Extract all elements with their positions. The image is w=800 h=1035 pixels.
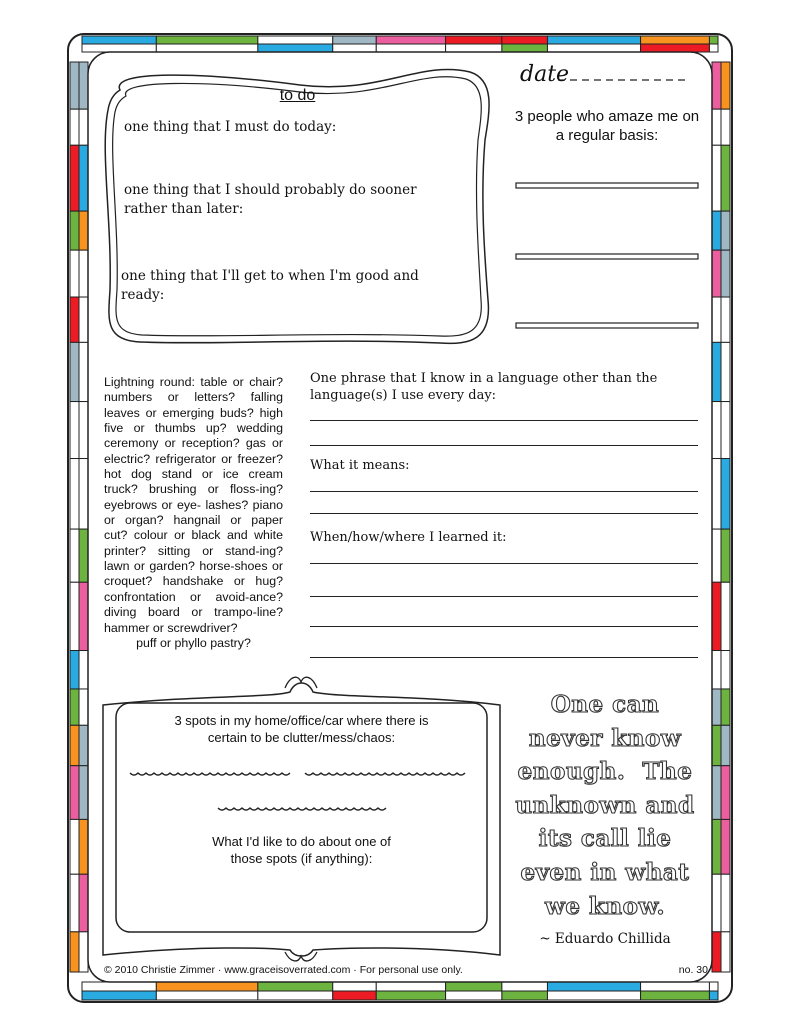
border-tile	[712, 250, 721, 297]
border-tile	[712, 874, 721, 932]
border-tile	[721, 145, 730, 211]
border-tile	[721, 689, 730, 725]
writing-line	[310, 491, 698, 492]
border-tile	[721, 932, 730, 972]
border-tile	[712, 109, 721, 145]
phrase-prompt: One phrase that I know in a language other than the language(s) I use every day:	[310, 371, 658, 403]
border-tile	[712, 529, 721, 582]
border-tile	[502, 991, 548, 1000]
border-tile	[721, 725, 730, 765]
border-tile	[712, 819, 721, 874]
quote-line: enough. The	[517, 758, 693, 786]
border-tile	[712, 211, 721, 250]
border-tile	[721, 874, 730, 932]
border-tile	[721, 211, 730, 250]
border-tile	[79, 725, 88, 765]
border-tile	[79, 211, 88, 250]
border-tile	[721, 109, 730, 145]
quote-line: even in what	[520, 858, 690, 886]
border-tile	[709, 991, 718, 1000]
border-tile	[79, 402, 88, 459]
border-tile	[709, 36, 718, 44]
border-tile	[70, 402, 79, 459]
border-tile	[333, 982, 377, 991]
border-tile	[502, 36, 548, 44]
border-tile	[79, 145, 88, 211]
border-tile	[709, 44, 718, 52]
border-tile	[70, 250, 79, 297]
border-tile	[70, 819, 79, 874]
border-tile	[376, 982, 445, 991]
quote-line: we know.	[545, 892, 665, 920]
border-tile	[721, 582, 730, 650]
border-tile	[258, 991, 333, 1000]
border-tile	[641, 44, 710, 52]
border-tile	[376, 44, 445, 52]
border-tile	[79, 689, 88, 725]
border-tile	[721, 651, 730, 689]
learned-prompt: When/how/where I learned it:	[310, 530, 507, 545]
border-tile	[721, 402, 730, 459]
border-tile	[79, 342, 88, 401]
border-tile	[641, 36, 710, 44]
border-tile	[82, 982, 156, 991]
border-tile	[70, 145, 79, 211]
border-tile	[712, 297, 721, 342]
border-tile	[712, 689, 721, 725]
copyright-footer: © 2010 Christie Zimmer · www.graceisoverrated.com · For personal use only.	[104, 964, 463, 976]
border-tile	[82, 991, 156, 1000]
border-tile	[156, 44, 258, 52]
border-tile	[258, 44, 333, 52]
border-tile	[79, 766, 88, 820]
writing-line	[310, 445, 698, 446]
border-tile	[156, 982, 258, 991]
border-tile	[712, 725, 721, 765]
border-tile	[70, 874, 79, 932]
border-tile	[712, 459, 721, 530]
border-tile	[79, 459, 88, 530]
todo-title: to do	[279, 87, 316, 104]
border-tile	[70, 109, 79, 145]
clutter-action-prompt: What I'd like to do about one of those spots (if anything):	[212, 834, 391, 866]
todo-must-do-prompt: one thing that I must do today:	[124, 119, 337, 135]
border-tile	[446, 991, 502, 1000]
border-tile	[712, 766, 721, 820]
people-prompt: 3 people who amaze me on a regular basis:	[514, 108, 700, 144]
lightning-round-text	[104, 375, 283, 651]
writing-line	[310, 657, 698, 658]
quote-line: its call lie	[538, 825, 672, 853]
border-tile	[70, 725, 79, 765]
border-tile	[70, 932, 79, 972]
border-tile	[721, 459, 730, 530]
quote-line: never know	[528, 724, 682, 752]
border-tile	[446, 44, 502, 52]
lightning-round-body: Lightning round: table or chair? numbers or letters? falling leaves or emerging buds? high five or thumbs up? wedding ceremony or reception? gas or electric? refrigerator or freezer? hot dog stand or ice cream truck? brushing or floss-ing? eyebrows or eye- lashes? piano or organ? hangnail or paper cut? colour or black and white printer? sitting or stand-ing? lawn or garden? horse-shoes or croquet? handshake or hug? confrontation or avoid-ance? diving board or trampo-line? hammer or screwdriver?	[104, 375, 283, 635]
border-tile	[712, 145, 721, 211]
border-tile	[70, 689, 79, 725]
border-tile	[70, 297, 79, 342]
border-tile	[70, 211, 79, 250]
border-tile	[70, 459, 79, 530]
border-tile	[70, 342, 79, 401]
writing-line	[310, 563, 698, 564]
date-label: date	[520, 62, 570, 87]
writing-line	[310, 626, 698, 627]
quote-line: unknown and	[515, 791, 695, 819]
clutter-prompt: 3 spots in my home/office/car where there is certain to be clutter/mess/chaos:	[174, 713, 429, 745]
border-tile	[721, 297, 730, 342]
border-tile	[258, 36, 333, 44]
border-tile	[712, 582, 721, 650]
border-tile	[79, 529, 88, 582]
border-tile	[446, 982, 502, 991]
border-tile	[547, 44, 640, 52]
border-tile	[502, 982, 548, 991]
border-tile	[712, 932, 721, 972]
border-tile	[641, 982, 710, 991]
border-tile	[709, 982, 718, 991]
border-tile	[547, 991, 640, 1000]
border-tile	[721, 766, 730, 820]
border-tile	[547, 982, 640, 991]
border-tile	[502, 44, 548, 52]
border-tile	[82, 44, 156, 52]
quote-line: One can	[550, 691, 660, 718]
border-tile	[333, 36, 377, 44]
todo-should-do-prompt: one thing that I should probably do sooner rather than later:	[124, 182, 417, 217]
border-tile	[712, 342, 721, 401]
border-tile	[79, 874, 88, 932]
border-tile	[547, 36, 640, 44]
todo-when-ready-prompt: one thing that I'll get to when I'm good and ready:	[121, 268, 419, 303]
border-tile	[712, 62, 721, 109]
border-tile	[721, 250, 730, 297]
meaning-prompt: What it means:	[310, 458, 410, 473]
border-tile	[82, 36, 156, 44]
border-tile	[79, 297, 88, 342]
border-tile	[70, 582, 79, 650]
writing-line	[310, 513, 698, 514]
lightning-round-last-line: puff or phyllo pastry?	[136, 635, 251, 650]
border-tile	[79, 582, 88, 650]
border-tile	[721, 529, 730, 582]
border-tile	[79, 932, 88, 972]
quote	[505, 688, 705, 923]
writing-line	[310, 596, 698, 597]
border-tile	[79, 62, 88, 109]
border-tile	[70, 62, 79, 109]
border-tile	[70, 651, 79, 689]
border-tile	[79, 250, 88, 297]
border-tile	[446, 36, 502, 44]
border-tile	[641, 991, 710, 1000]
border-tile	[333, 44, 377, 52]
writing-line	[310, 420, 698, 421]
border-tile	[333, 991, 377, 1000]
border-tile	[79, 109, 88, 145]
border-tile	[712, 651, 721, 689]
page-number: no. 30	[678, 964, 708, 976]
border-tile	[79, 819, 88, 874]
border-tile	[156, 36, 258, 44]
border-tile	[70, 766, 79, 820]
quote-author: ~ Eduardo Chillida	[539, 931, 671, 947]
border-tile	[712, 402, 721, 459]
border-tile	[376, 36, 445, 44]
border-tile	[721, 819, 730, 874]
border-tile	[79, 651, 88, 689]
border-tile	[258, 982, 333, 991]
border-tile	[156, 991, 258, 1000]
border-tile	[70, 529, 79, 582]
border-tile	[721, 342, 730, 401]
border-tile	[721, 62, 730, 109]
border-tile	[376, 991, 445, 1000]
